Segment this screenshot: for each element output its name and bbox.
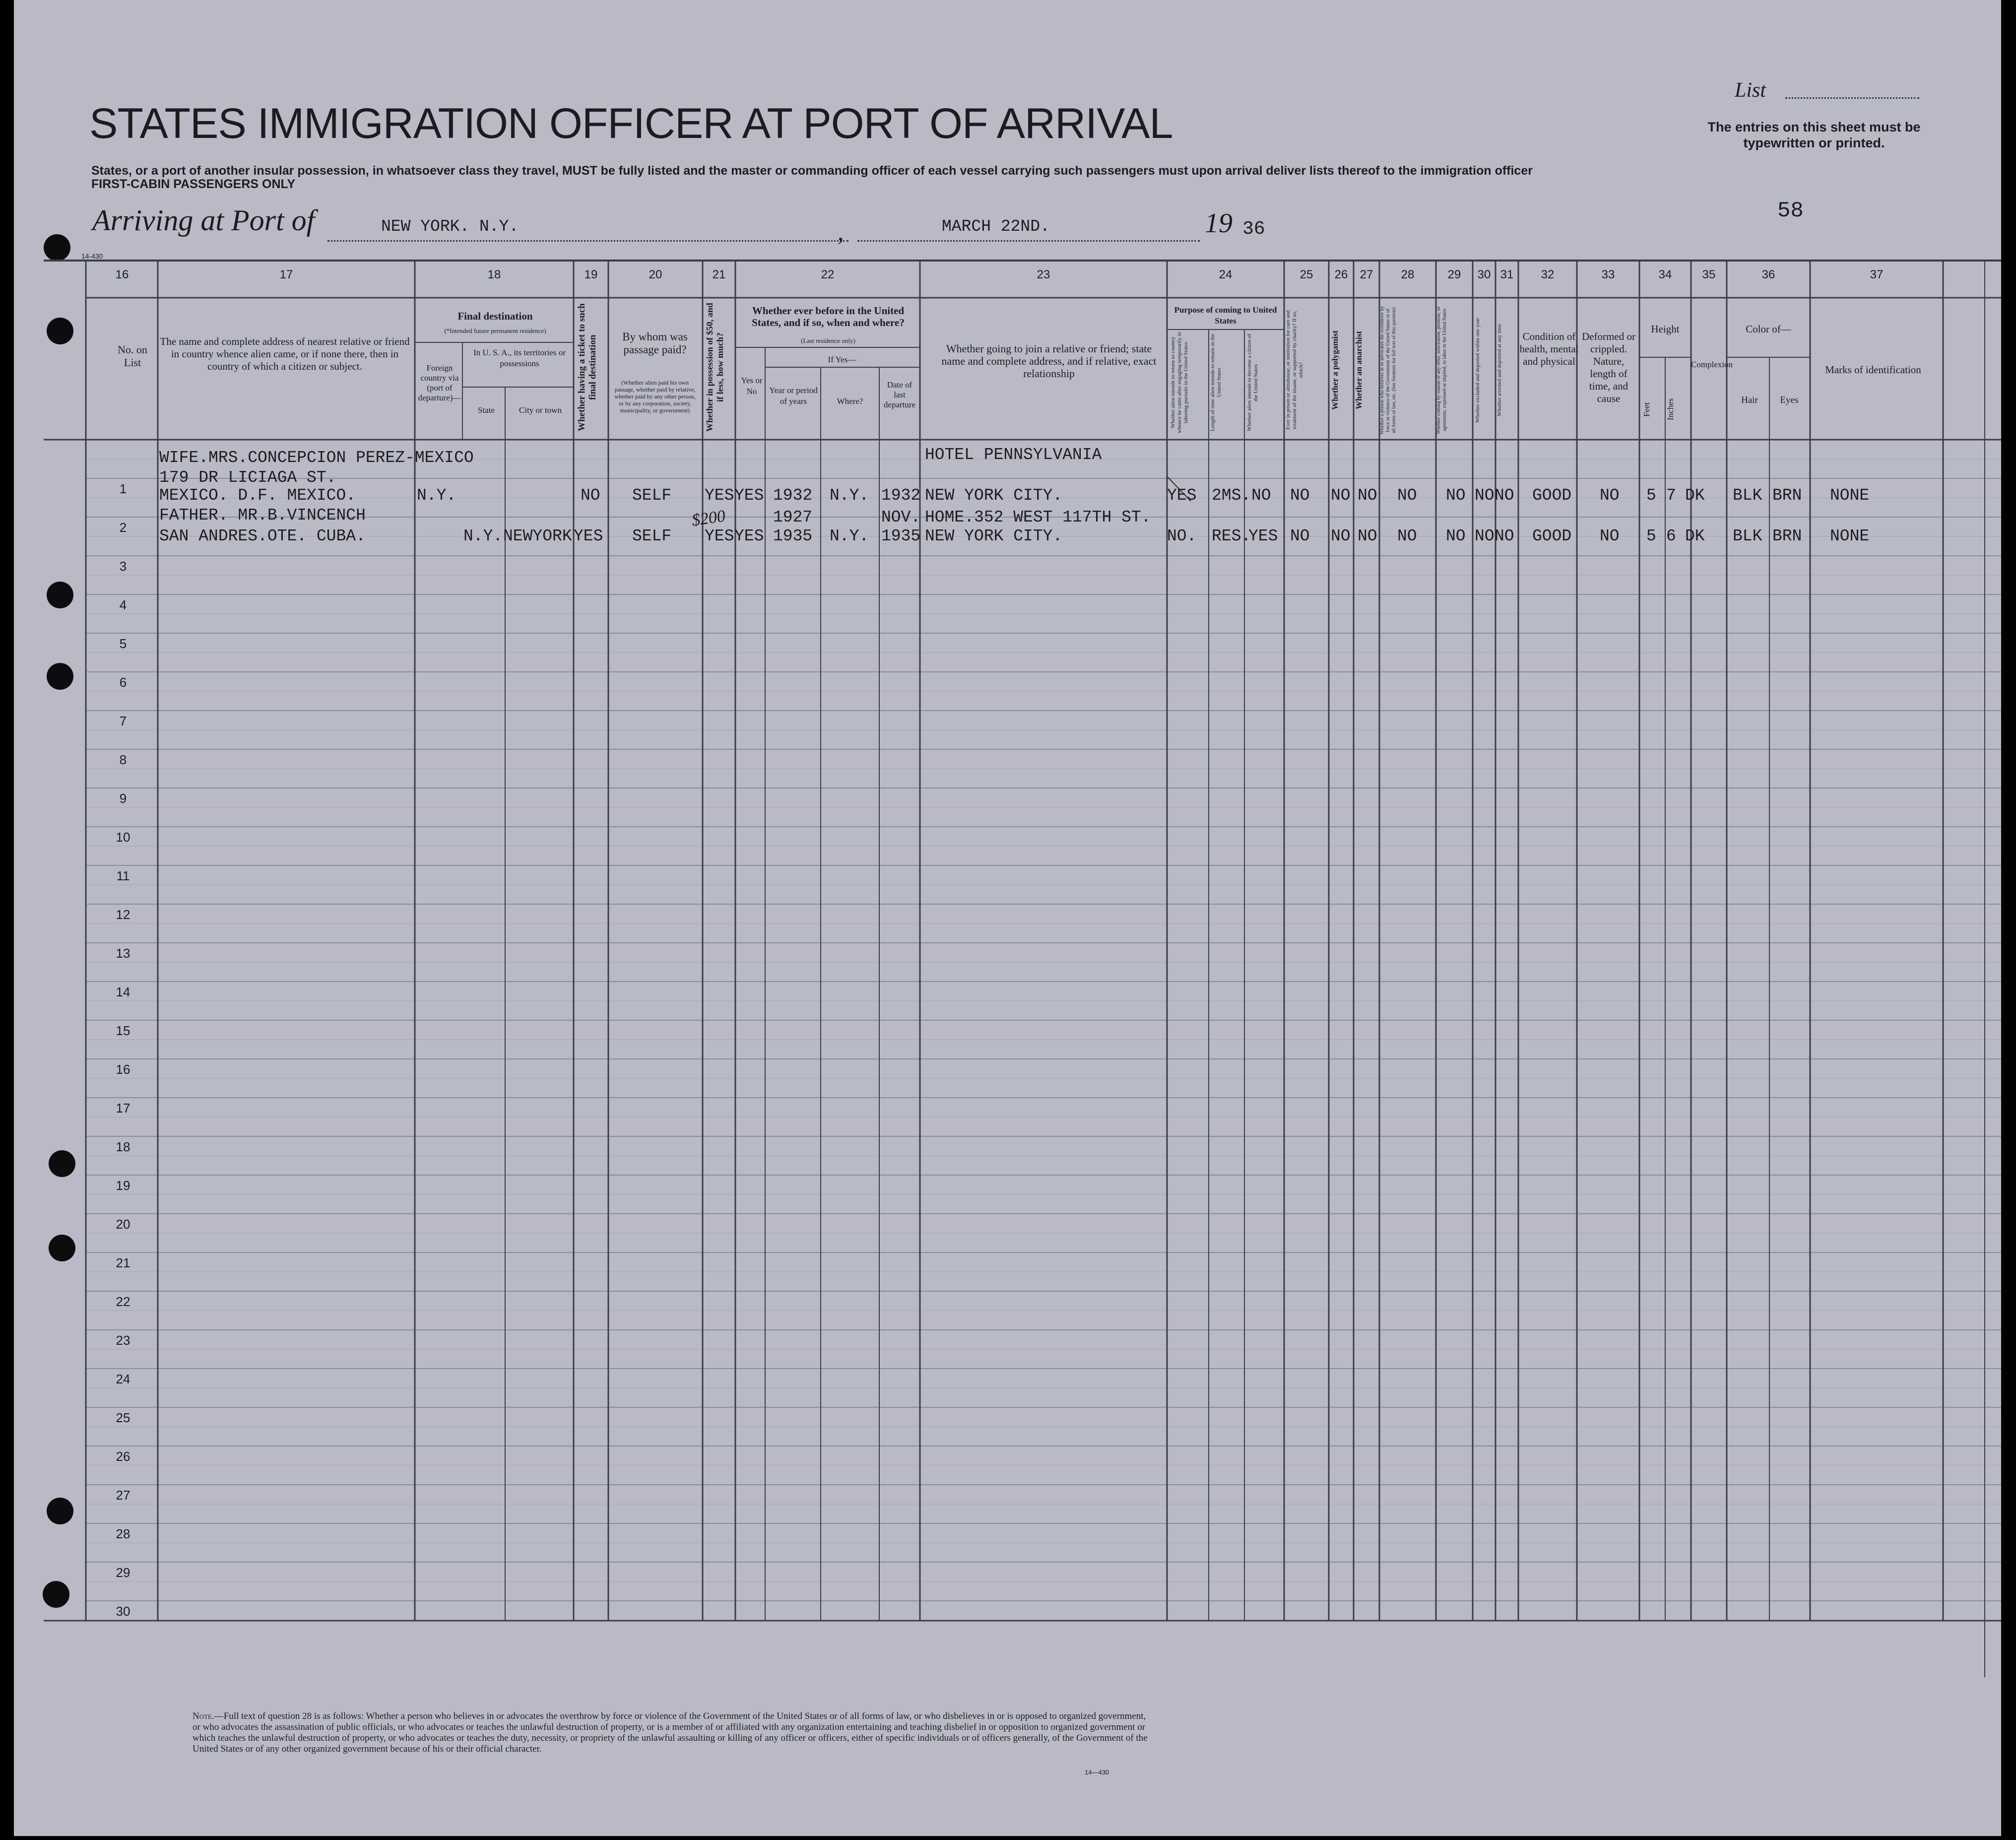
passage-paid: SELF — [632, 527, 672, 545]
column-number: 18 — [487, 268, 501, 281]
column-number: 22 — [821, 268, 835, 281]
date-departure: 1932 — [881, 486, 921, 505]
inches: 7 — [1666, 486, 1676, 505]
money-handwritten: $200 — [690, 507, 727, 530]
form-subtitle: States, or a port of another insular possession, in whatsoever class they travel, MUST be fully listed and the master or commanding officer of each vessel carrying such passengers must upon arrival deliver lists thereof to the immigration officer — [91, 164, 1533, 178]
length-of-stay: 2MS. — [1212, 486, 1251, 505]
column-number: 19 — [584, 268, 598, 281]
year-prefix: 19 — [1205, 208, 1233, 239]
header-final-destination: Final destination — [457, 310, 533, 322]
header-q25: Ever in prison or almshouse, or institution for care and treatment of the insane, or supported by charity? If so, which? — [1285, 310, 1304, 430]
relative-line-1: FATHER. MR.B.VINCENCH — [159, 506, 366, 525]
header-relative-address: The name and complete address of nearest relative or friend in country whence alien came, or if none there, then in country of which a citizen or subject. — [160, 335, 410, 372]
deformed: NO — [1600, 527, 1620, 545]
q31: NO — [1495, 486, 1514, 505]
marks: NONE — [1830, 527, 1870, 545]
row-number: 19 — [116, 1178, 130, 1193]
header-last-residence: (Last residence only) — [801, 337, 855, 344]
table-grid — [14, 0, 2001, 1687]
return-intent: NO. — [1167, 527, 1197, 545]
footnote-label: Note. — [193, 1711, 214, 1721]
relative-line-1: WIFE.MRS.CONCEPCION PEREZ-MEXICO — [159, 449, 474, 467]
year: 1932 — [773, 486, 813, 505]
eyes: BRN — [1772, 486, 1802, 505]
header-foreign-country: Foreign country via (port of departure)— — [418, 363, 461, 402]
row-number: 7 — [119, 714, 127, 728]
q29: NO — [1446, 527, 1466, 545]
column-number: 21 — [712, 268, 726, 281]
q28: NO — [1397, 527, 1417, 545]
column-number: 29 — [1447, 268, 1461, 281]
eyes: BRN — [1772, 527, 1802, 545]
typewritten-instructions: The entries on this sheet must be typewritten or printed. — [1707, 120, 1921, 150]
sheet-number: 58 — [1777, 198, 1804, 223]
header-date-last-departure: Date of last departure — [883, 380, 916, 409]
marks: NONE — [1830, 486, 1870, 505]
q27: NO — [1358, 486, 1377, 505]
q31: NO — [1495, 527, 1514, 545]
comma: , — [838, 218, 844, 246]
row-number: 3 — [119, 559, 127, 574]
date-departure-a: NOV. — [881, 508, 921, 526]
joining-line-1: HOTEL PENNSYLVANIA — [925, 446, 1102, 464]
header-passage-paid: By whom was passage paid? — [622, 330, 688, 356]
class-line: FIRST-CABIN PASSENGERS ONLY — [91, 177, 296, 191]
column-number: 31 — [1500, 268, 1514, 281]
joining-line-2: NEW YORK CITY. — [925, 527, 1063, 545]
arriving-label: Arriving at Port of — [92, 204, 315, 237]
q26: NO — [1331, 527, 1351, 545]
port-value: NEW YORK. N.Y. — [381, 217, 519, 236]
row-number: 5 — [119, 636, 127, 651]
row-number: 21 — [116, 1255, 130, 1270]
header-q27: Whether an anarchist — [1354, 330, 1364, 410]
hair: BLK — [1733, 527, 1762, 545]
header-q30: Whether excluded and deported within one year — [1475, 318, 1481, 423]
column-number: 17 — [279, 268, 293, 281]
column-number: 23 — [1037, 268, 1050, 281]
header-inches: Inches — [1666, 398, 1675, 421]
complexion: DK — [1685, 527, 1705, 545]
header-marks: Marks of identification — [1825, 364, 1921, 376]
header-purpose-citizen: Whether alien intends to become a citizen of the United States — [1246, 333, 1259, 432]
header-q28: Whether a person who believes in or advocates the overthrow by force or violence of the Government of the United States or of all forms of law, etc. (See footnote for full text of this question) — [1379, 306, 1397, 435]
form-title: STATES IMMIGRATION OFFICER AT PORT OF ARRIVAL — [89, 100, 1173, 147]
where: N.Y. — [830, 527, 869, 545]
q29: NO — [1446, 486, 1466, 505]
row-number: 16 — [116, 1062, 130, 1077]
health: GOOD — [1532, 486, 1572, 505]
row-number: 24 — [116, 1372, 130, 1386]
money: YES — [705, 486, 734, 505]
year-a: 1927 — [773, 508, 813, 526]
column-number: 20 — [649, 268, 662, 281]
row-number: 9 — [119, 791, 127, 806]
row-number: 29 — [116, 1565, 130, 1580]
header-state: State — [478, 405, 495, 415]
foreign-country: N.Y. — [417, 486, 456, 505]
footnote — [193, 1711, 1155, 1755]
header-passage-note: (Whether alien paid his own passage, whether paid by relative, whether paid by any other person, or by any corporation, society, municipality, or government) — [614, 379, 696, 414]
row-number: 23 — [116, 1333, 130, 1348]
deformed: NO — [1600, 486, 1620, 505]
q26: NO — [1331, 486, 1351, 505]
year-suffix: 36 — [1242, 218, 1265, 240]
form-code-bottom: 14—430 — [1085, 1769, 1109, 1776]
row-number: 13 — [116, 946, 130, 961]
ticket: NO — [581, 486, 600, 505]
passage-paid: SELF — [632, 486, 672, 505]
column-number: 16 — [115, 268, 129, 281]
row-number: 10 — [116, 830, 130, 845]
health: GOOD — [1532, 527, 1572, 545]
row-number: 2 — [119, 520, 127, 535]
header-final-destination-note: (*Intended future permanent residence) — [444, 327, 546, 334]
column-number: 37 — [1870, 268, 1884, 281]
citizen-intent: YES — [1248, 527, 1278, 545]
header-q32: Condition of health, mental and physical — [1519, 330, 1579, 367]
column-number: 36 — [1761, 268, 1775, 281]
header-q26: Whether a polygamist — [1330, 330, 1340, 410]
form-code-top: 14-430 — [81, 252, 103, 260]
year-b: 1935 — [773, 527, 813, 545]
header-height: Height — [1651, 323, 1680, 335]
complexion: DK — [1685, 486, 1705, 505]
header-city: City or town — [519, 405, 562, 415]
header-q31: Whether arrested and deported at any time — [1496, 324, 1502, 417]
header-q33: Deformed or crippled. Nature, length of time, and cause — [1582, 330, 1635, 404]
where: N.Y. — [830, 486, 869, 505]
column-number: 30 — [1477, 268, 1491, 281]
row-number: 22 — [116, 1294, 130, 1309]
header-feet: Feet — [1642, 402, 1651, 417]
q28: NO — [1397, 486, 1417, 505]
header-purpose: Purpose of coming to United States — [1174, 305, 1277, 326]
feet: 5 — [1646, 486, 1656, 505]
row-number: 28 — [116, 1526, 130, 1541]
row-number: 27 — [116, 1488, 130, 1503]
row-number: 4 — [119, 597, 127, 612]
ever-in-us: YES — [734, 527, 764, 545]
inches: 6 — [1666, 527, 1676, 545]
row-number: 14 — [116, 985, 130, 999]
manifest-sheet — [14, 0, 2001, 1836]
footnote-text: —Full text of question 28 is as follows: Whether a person who believes in or advocates the overthrow by force or violence of the Government of the United States or of all forms of law, or who disbelieves in or is opposed to organized government, or who advocates the assassination of public officials, or who advocates or teaches the unlawful destruction of property, or is a member of or affiliated with any organization entertaining and teaching disbelief in or opposition to organized government or which teaches the unlawful destruction of property, or who advocates or teaches the duty, necessity, or propriety of the unlawful assaulting or killing of any officer or officers, either of specific individuals or of officers generally, of the Government of the United States or of any other organized government because of his or their official character. — [193, 1711, 1148, 1754]
row-number: 11 — [116, 868, 130, 883]
state: N.Y. — [463, 527, 503, 545]
header-joining: Whether going to join a relative or friend; state name and complete address, and if relative, exact relationship — [941, 342, 1157, 380]
column-number: 33 — [1601, 268, 1615, 281]
joining-line-1: HOME.352 WEST 117TH ST. — [925, 508, 1151, 526]
column-number: 34 — [1658, 268, 1672, 281]
column-number: 26 — [1334, 268, 1348, 281]
ever-in-us: YES — [734, 486, 764, 505]
column-number: 24 — [1219, 268, 1233, 281]
length-of-stay: RES. — [1212, 527, 1251, 545]
header-purpose-return: Whether alien intends to return to country whence he came after engaging temporarily in laboring pursuits in the United States — [1170, 332, 1189, 434]
header-eyes: Eyes — [1780, 395, 1799, 405]
header-year-period: Year or period of years — [769, 386, 818, 406]
relative-line-2: SAN ANDRES.OTE. CUBA. — [159, 527, 366, 545]
return-intent: YES — [1167, 486, 1197, 505]
column-number: 32 — [1541, 268, 1555, 281]
column-number: 27 — [1360, 268, 1373, 281]
hair: BLK — [1733, 486, 1762, 505]
row-number: 30 — [116, 1604, 130, 1619]
city: NEWYORK — [503, 527, 572, 545]
date-departure-b: 1935 — [881, 527, 921, 545]
relative-line-2: 179 DR LICIAGA ST. — [159, 468, 336, 487]
joining-line-2: NEW YORK CITY. — [925, 486, 1063, 505]
header-where: Where? — [837, 396, 863, 406]
row-number: 18 — [116, 1139, 130, 1154]
header-ticket: Whether having a ticket to such final destination — [577, 303, 598, 431]
column-number: 35 — [1702, 268, 1716, 281]
column-number: 25 — [1300, 268, 1313, 281]
list-label: List — [1735, 79, 1766, 102]
row-number: 15 — [116, 1023, 130, 1038]
header-money: Whether in possession of $50, and if less, how much? — [705, 303, 725, 432]
header-purpose-length: Length of time alien intends to remain in the United States — [1210, 333, 1222, 432]
header-ever-in-us: Whether ever before in the United States, and if so, when and where? — [752, 305, 905, 329]
row-number: 6 — [119, 675, 127, 690]
row-number: 26 — [116, 1449, 130, 1464]
header-if-yes: If Yes— — [828, 355, 856, 364]
row-number: 25 — [116, 1410, 130, 1425]
header-color-of: Color of— — [1746, 323, 1791, 335]
ticket: YES — [574, 527, 603, 545]
row-number: 17 — [116, 1101, 130, 1116]
header-hair: Hair — [1741, 395, 1758, 405]
header-yes-or-no: Yes or No — [741, 376, 763, 396]
row-number: 8 — [119, 752, 127, 767]
date-value: MARCH 22ND. — [942, 217, 1050, 236]
q25: NO — [1290, 486, 1310, 505]
money: YES — [705, 527, 734, 545]
row-number: 12 — [116, 907, 130, 922]
row-number: 20 — [116, 1217, 130, 1232]
q30: NO — [1475, 527, 1495, 545]
q30: NO — [1475, 486, 1495, 505]
header-in-usa: In U. S. A., its territories or possessions — [473, 348, 566, 368]
relative-line-3: MEXICO. D.F. MEXICO. — [159, 486, 356, 505]
feet: 5 — [1646, 527, 1656, 545]
q27: NO — [1358, 527, 1377, 545]
header-q29: Whether coming by reason of any offer, solicitation, promise, or agreement, expressed or implied, to labor in the United States — [1436, 306, 1447, 434]
header-complexion: Complexion — [1691, 360, 1733, 369]
column-number: 28 — [1401, 268, 1415, 281]
q25: NO — [1290, 527, 1310, 545]
row-number: 1 — [119, 481, 127, 496]
citizen-intent: NO — [1251, 486, 1271, 505]
header-no-on-list: No. on List — [118, 343, 147, 369]
